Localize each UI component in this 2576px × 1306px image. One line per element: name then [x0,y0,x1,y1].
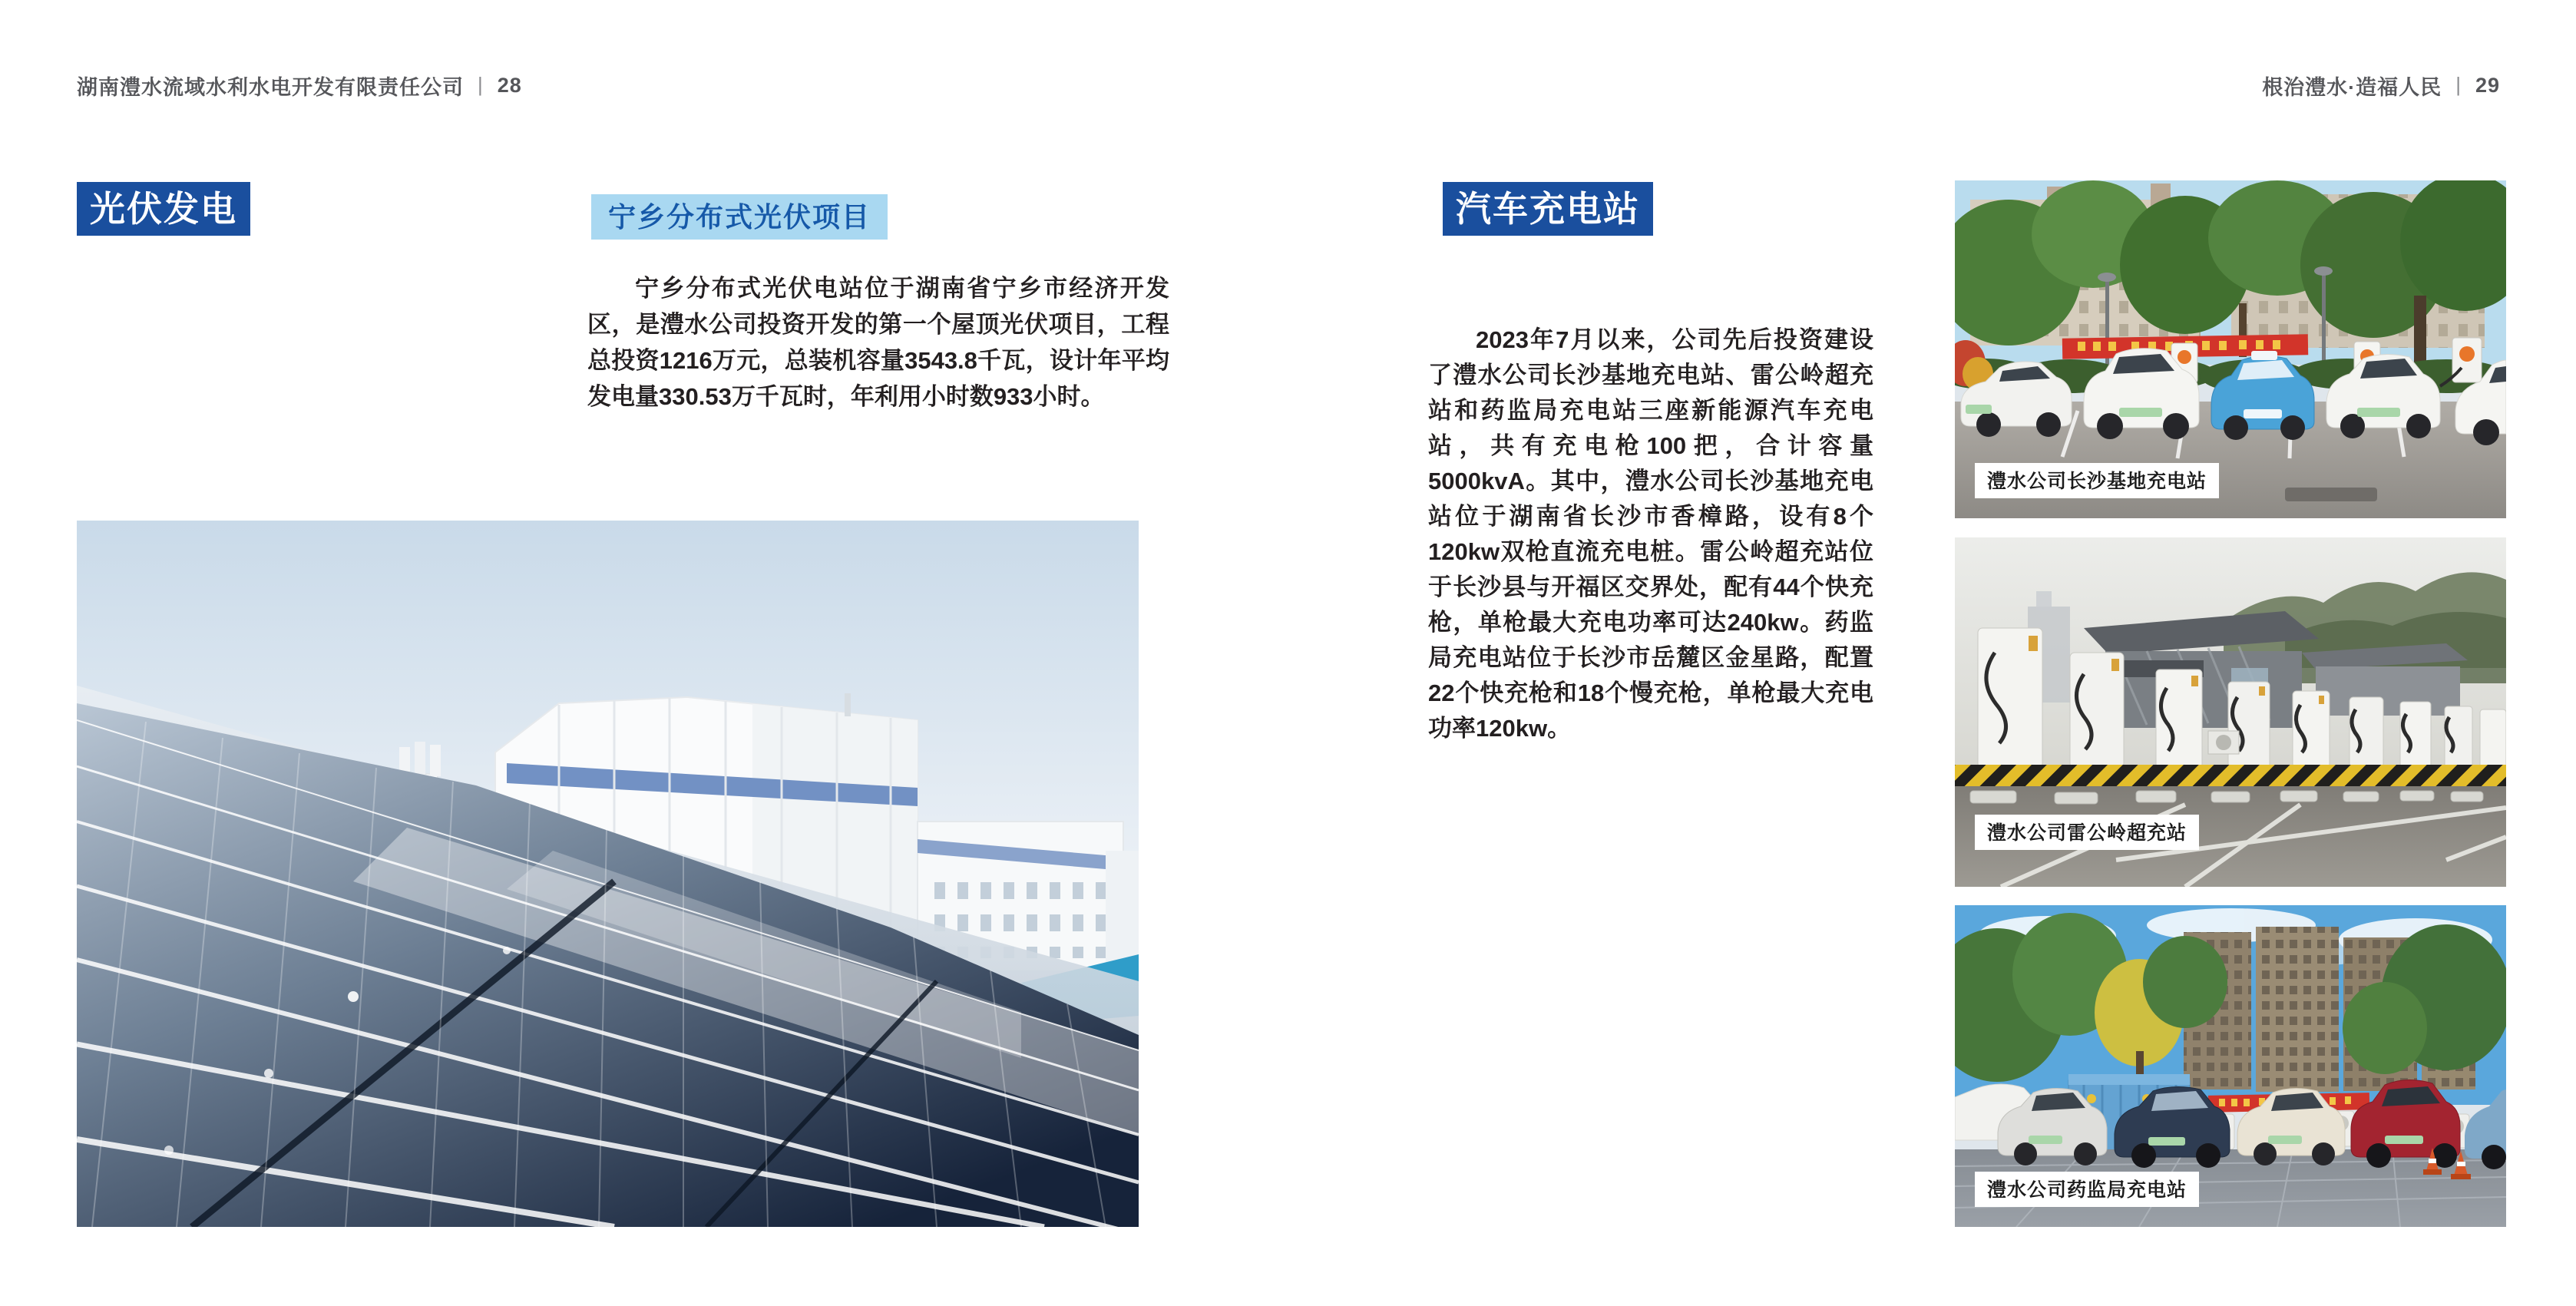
page-number-right: 29 [2475,74,2500,97]
photo-rooftop-solar [77,521,1139,1227]
subsection-title-ningxiang-pv: 宁乡分布式光伏项目 [591,194,888,240]
photo-leigongling-station [1955,537,2506,887]
page-number-left: 28 [497,74,522,97]
photo-yaojianju-station [1955,905,2506,1227]
section-title-ev-charging: 汽车充电站 [1443,182,1653,236]
header-separator: | [2455,73,2462,96]
photo-caption-changsha-base: 澧水公司长沙基地充电站 [1975,463,2219,498]
section-title-photovoltaic: 光伏发电 [77,182,250,236]
running-head-right [2262,71,2500,101]
paragraph-photovoltaic: 宁乡分布式光伏电站位于湖南省宁乡市经济开发区，是澧水公司投资开发的第一个屋顶光伏项目，工程总投资1216万元，总装机容量3543.8千瓦，设计年平均发电量330.53万千瓦时，年利用小时数933小时。 [587,275,1169,410]
company-motto: 根治澧水·造福人民 [2262,76,2442,99]
header-separator: | [478,73,484,96]
solar-photo-illustration [77,521,1139,1227]
running-head-left [77,71,522,101]
photo-caption-yaojianju: 澧水公司药监局充电站 [1975,1172,2199,1207]
photo-caption-leigongling: 澧水公司雷公岭超充站 [1975,815,2199,850]
paragraph-ev-charging: 2023年7月以来，公司先后投资建设了澧水公司长沙基地充电站、雷公岭超充站和药监局充电站三座新能源汽车充电站，共有充电枪100把，合计容量5000kvA。其中，澧水公司长沙基地充电站位于湖南省长沙市香樟路，设有8个120kw双枪直流充电桩。雷公岭超充站位于长沙县与开福区交界处，配有44个快充枪，单枪最大充电功率可达240kw。药监局充电站位于长沙市岳麓区金星路，配置22个快充枪和18个慢充枪，单枪最大充电功率120kw。 [1428,326,1873,742]
photo-changsha-base-station [1955,180,2506,518]
company-name: 湖南澧水流域水利水电开发有限责任公司 [77,76,464,99]
